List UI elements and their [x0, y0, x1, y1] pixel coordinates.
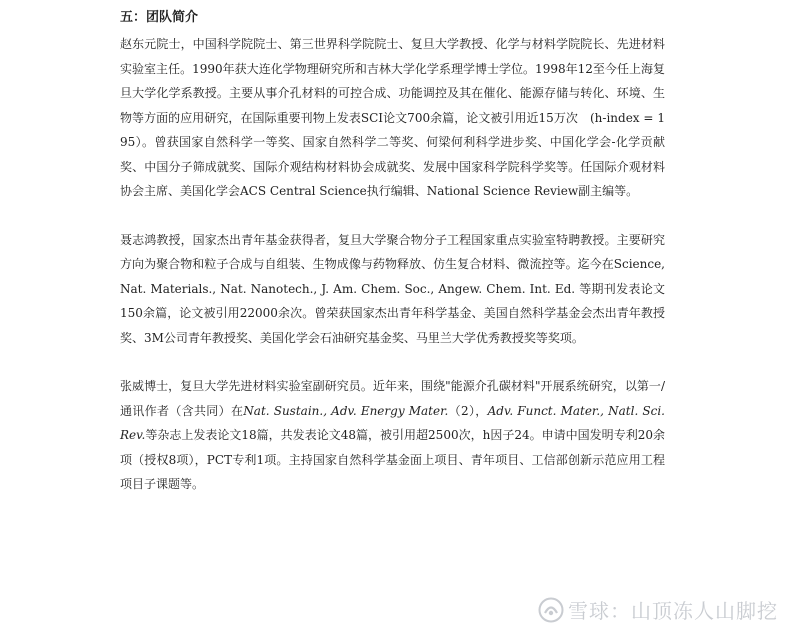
member-profile-zhao: 赵东元院士，中国科学院院士、第三世界科学院院士、复旦大学教授、化学与材料学院院长、先进材料实验室主任。1990年获大连化学物理研究所和吉林大学化学系理学博士学位。1998年12至今任上海复旦大学化学系教授。主要从事介孔材料的可控合成、功能调控及其在催化、能源存储与转化、环境、生物等方面的应用研究，在国际重要刊物上发表SCI论文700余篇，论文被引用近15万次 (h-index = 195）。曾获国家自然科学一等奖、国家自然科学二等奖、何梁何利科学进步奖、中国化学会-化学贡献奖、中国分子筛成就奖、国际介观结构材料协会成就奖、发展中国家科学院科学奖等。任国际介观材料协会主席、美国化学会ACS Central Science执行编辑、National Science Review副主编等。	[120, 37, 665, 198]
document-body	[120, 8, 665, 497]
watermark-text: 雪球：山顶冻人山脚挖	[568, 599, 778, 623]
profile-text-part: （2），	[448, 403, 488, 418]
profile-text-part: 等杂志上发表论文18篇，共发表论文48篇，被引用超2500次，h因子24。申请中国发明专利20余项（授权8项），PCT专利1项。主持国家自然科学基金面上项目、青年项目、工信部创新示范应用工程项目子课题等。	[120, 428, 665, 491]
section-heading: 五：团队简介	[120, 10, 199, 25]
snowball-logo-icon	[538, 597, 564, 623]
journal-names: Nat. Sustain., Adv. Energy Mater.	[243, 403, 449, 418]
member-profile-zhang	[120, 374, 665, 497]
profile-text-part: 张威博士，复旦大学先进材料实验室副研究员。近年来，围绕"能源介孔碳材料"开展系统研究，以第一/通讯作者（含共同）在	[120, 379, 665, 418]
member-profile-nie: 聂志鸿教授，国家杰出青年基金获得者，复旦大学聚合物分子工程国家重点实验室特聘教授。主要研究方向为聚合物和粒子合成与自组装、生物成像与药物释放、仿生复合材料、微流控等。迄今在Science, Nat. Materials., Nat. Nanotech., J. Am. Chem. Soc., Angew. Chem. Int. Ed. 等期刊发表论文150余篇，论文被引用22000余次。曾荣获国家杰出青年科学基金、美国自然科学基金会杰出青年教授奖、3M公司青年教授奖、美国化学会石油研究基金奖、马里兰大学优秀教授奖等奖项。	[120, 232, 665, 345]
journal-names: Adv. Funct. Mater., Natl. Sci. Rev.	[120, 403, 665, 442]
watermark	[538, 595, 778, 624]
